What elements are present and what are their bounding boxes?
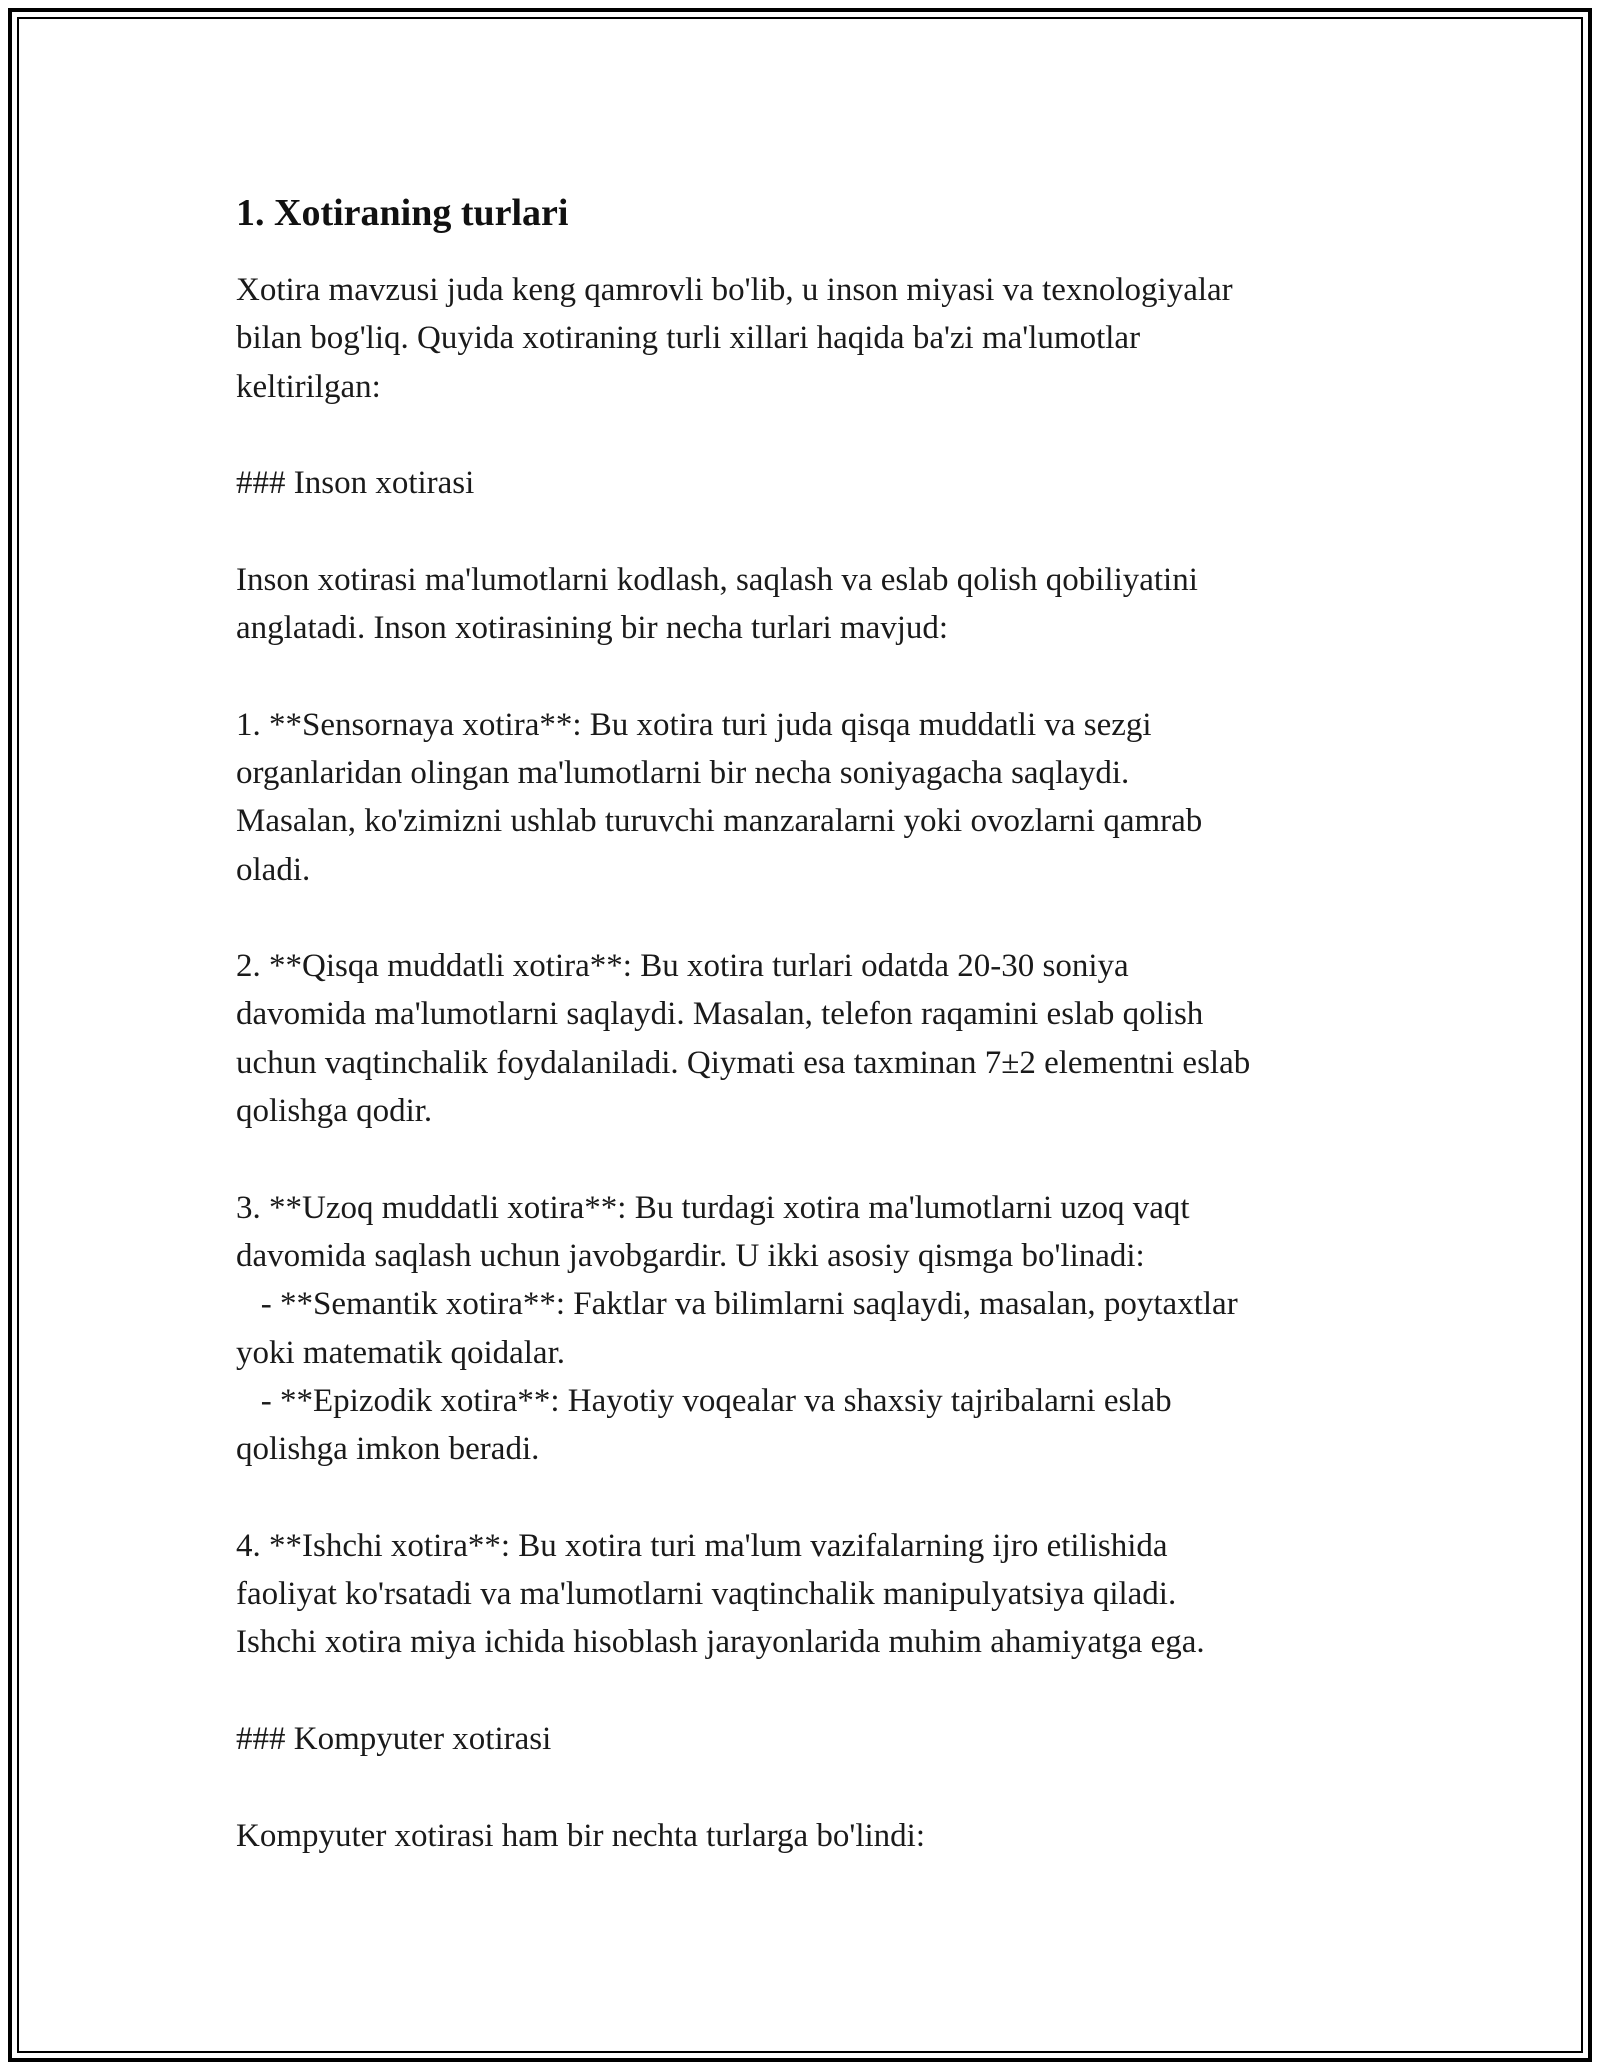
document-content bbox=[236, 186, 1376, 1860]
document-title: 1. Xotiraning turlari bbox=[236, 192, 569, 234]
document-body: Xotira mavzusi juda keng qamrovli bo'lib, u inson miyasi va texnologiyalar bilan bog'liq. Quyida xotiraning turli xillari haqida ba'zi ma'lumotlar keltirilgan: ### Inson xotirasi Inson xotirasi ma'lumotlarni kodlash, saqlash va eslab qolish qobiliyatini anglatadi. Inson xotirasining bir necha turlari mavjud: 1. **Sensornaya xotira**: Bu xotira turi juda qisqa muddatli va sezgi organlaridan olingan ma'lumotlarni bir necha soniyagacha saqlaydi. Masalan, ko'zimizni ushlab turuvchi manzaralarni yoki ovozlarni qamrab oladi. 2. **Qisqa muddatli xotira**: Bu xotira turlari odatda 20-30 soniya davomida ma'lumotlarni saqlaydi. Masalan, telefon raqamini eslab qolish uchun vaqtinchalik foydalaniladi. Qiymati esa taxminan 7±2 elementni eslab qolishga qodir. 3. **Uzoq muddatli xotira**: Bu turdagi xotira ma'lumotlarni uzoq vaqt davomida saqlash uchun javobgardir. U ikki asosiy qismga bo'linadi: - **Semantik xotira**: Faktlar va bilimlarni saqlaydi, masalan, poytaxtlar yoki matematik qoidalar. - **Epizodik xotira**: Hayotiy voqealar va shaxsiy tajribalarni eslab qolishga imkon beradi. 4. **Ishchi xotira**: Bu xotira turi ma'lum vazifalarning ijro etilishida faoliyat ko'rsatadi va ma'lumotlarni vaqtinchalik manipulyatsiya qiladi. Ishchi xotira miya ichida hisoblash jarayonlarida muhim ahamiyatga ega. ### Kompyuter xotirasi Kompyuter xotirasi ham bir nechta turlarga bo'lindi: bbox=[236, 272, 1251, 1854]
